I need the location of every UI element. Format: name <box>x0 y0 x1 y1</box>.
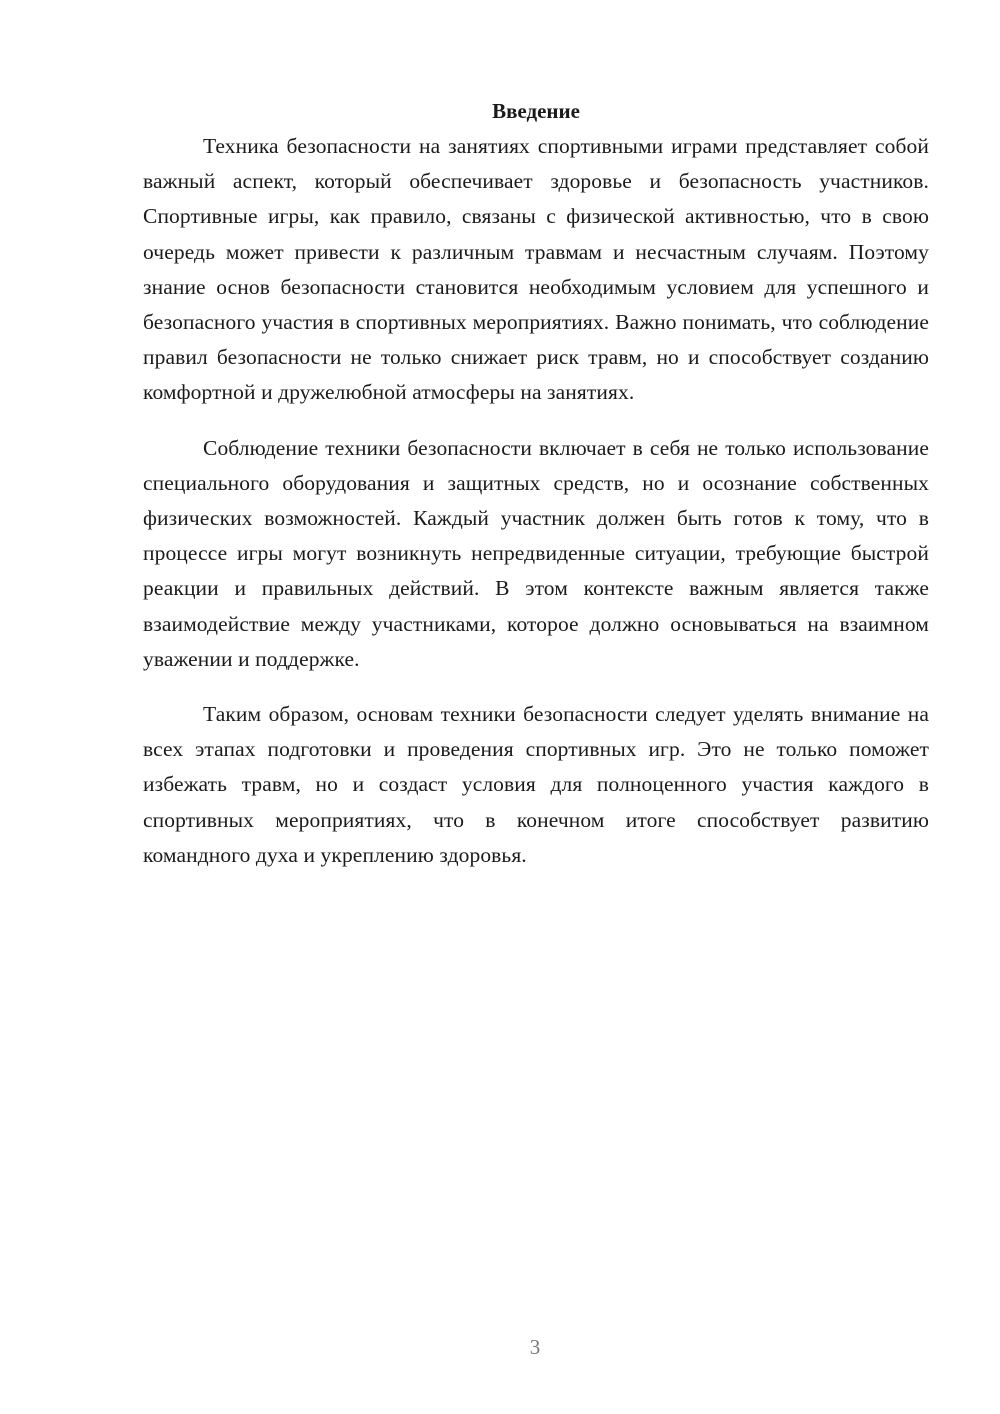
paragraph-3: Таким образом, основам техники безопасности следует уделять внимание на всех этапах подготовки и проведения спортивных игр. Это не только поможет избежать травм, но и создаст условия для полноценного участия каждого в спортивных мероприятиях, что в конечном итоге способствует развитию командного духа и укреплению здоровья. <box>143 702 929 867</box>
section-heading: Введение <box>492 99 580 123</box>
paragraph-1: Техника безопасности на занятиях спортивными играми представляет собой важный аспект, который обеспечивает здоровье и безопасность участников. Спортивные игры, как правило, связаны с физической активностью, что в свою очередь может привести к различным травмам и несчастным случаям. Поэтому знание основ безопасности становится необходимым условием для успешного и безопасного участия в спортивных мероприятиях. Важно понимать, что соблюдение правил безопасности не только снижает риск травм, но и способствует созданию комфортной и дружелюбной атмосферы на занятиях. <box>143 134 929 405</box>
page-content <box>143 94 929 873</box>
page-number: 3 <box>529 1335 541 1359</box>
paragraph-2: Соблюдение техники безопасности включает в себя не только использование специального оборудования и защитных средств, но и осознание собственных физических возможностей. Каждый участник должен быть готов к тому, что в процессе игры могут возникнуть непредвиденные ситуации, требующие быстрой реакции и правильных действий. В этом контексте важным является также взаимодействие между участниками, которое должно основываться на взаимном уважении и поддержке. <box>143 435 929 671</box>
